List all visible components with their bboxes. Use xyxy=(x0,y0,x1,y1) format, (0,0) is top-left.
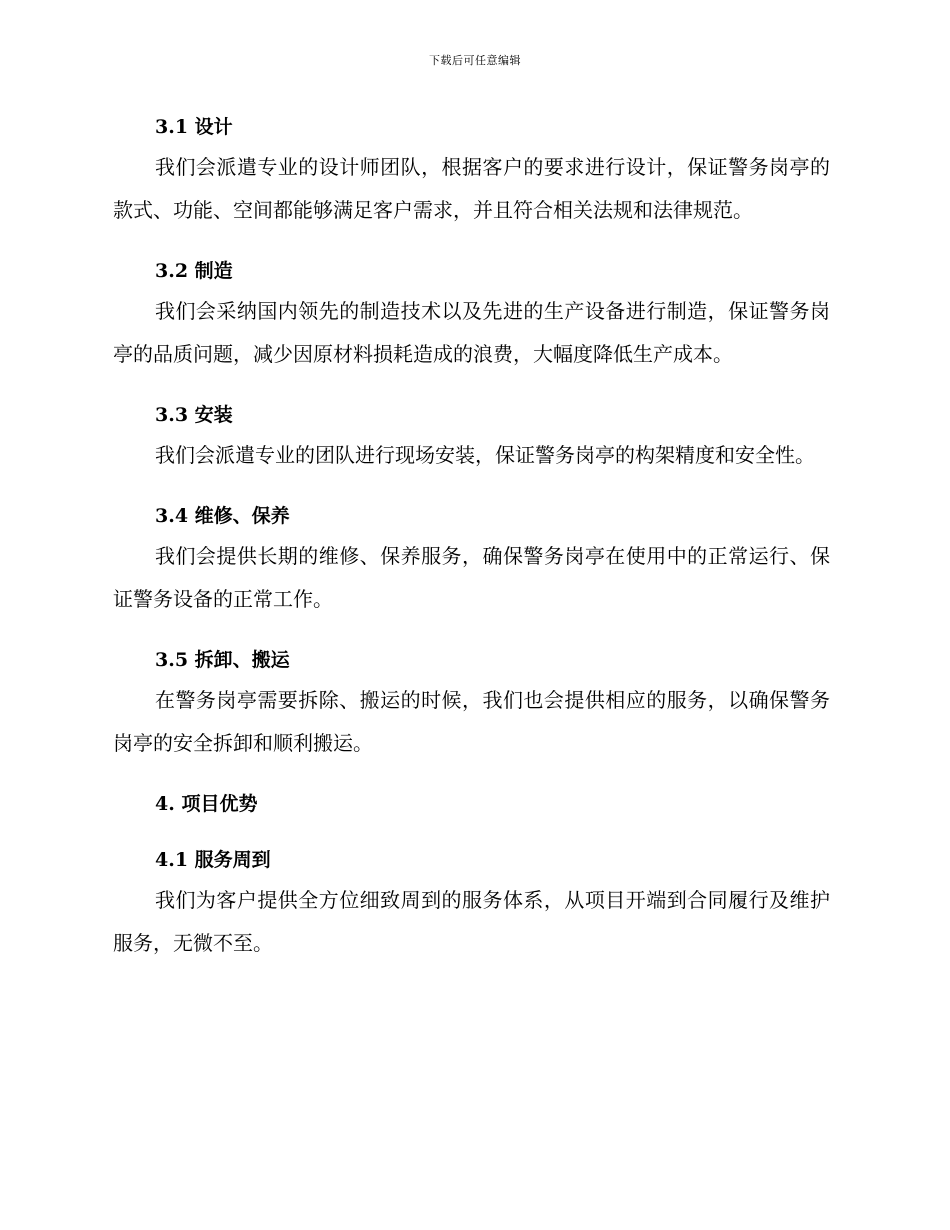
section-paragraph-3-2: 我们会采纳国内领先的制造技术以及先进的生产设备进行制造，保证警务岗亭的品质问题，减少因原材料损耗造成的浪费，大幅度降低生产成本。 xyxy=(113,299,830,366)
document-body xyxy=(113,108,830,985)
section-heading-3-2: 3.2 制造 xyxy=(155,260,233,282)
section-paragraph-3-3: 我们会派遣专业的团队进行现场安装，保证警务岗亭的构架精度和安全性。 xyxy=(155,443,815,467)
section-paragraph-3-5: 在警务岗亭需要拆除、搬运的时候，我们也会提供相应的服务，以确保警务岗亭的安全拆卸和顺利搬运。 xyxy=(113,688,830,755)
page-header: 下载后可任意编辑 xyxy=(429,54,521,67)
section-paragraph-3-4: 我们会提供长期的维修、保养服务，确保警务岗亭在使用中的正常运行、保证警务设备的正常工作。 xyxy=(113,544,830,611)
section-heading-3-3: 3.3 安装 xyxy=(155,404,233,426)
section-paragraph-4-1: 我们为客户提供全方位细致周到的服务体系，从项目开端到合同履行及维护服务，无微不至。 xyxy=(113,888,830,955)
section-heading-3-1: 3.1 设计 xyxy=(155,116,233,138)
section-heading-3-4: 3.4 维修、保养 xyxy=(155,505,290,527)
section-heading-3-5: 3.5 拆卸、搬运 xyxy=(155,649,290,671)
section-paragraph-3-1: 我们会派遣专业的设计师团队，根据客户的要求进行设计，保证警务岗亭的款式、功能、空间都能够满足客户需求，并且符合相关法规和法律规范。 xyxy=(113,155,830,222)
section-heading-4-1: 4.1 服务周到 xyxy=(155,849,271,871)
section-heading-4: 4. 项目优势 xyxy=(155,793,258,815)
